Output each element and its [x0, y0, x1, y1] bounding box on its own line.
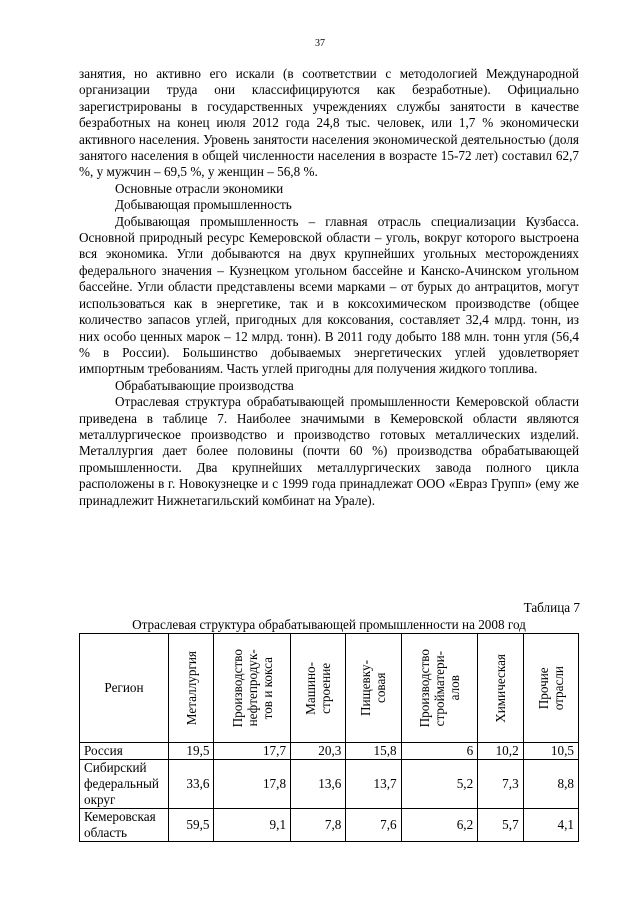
- industry-structure-table: [79, 633, 579, 842]
- value-cell: 19,5: [169, 743, 214, 760]
- paragraph-manufacturing: Отраслевая структура обрабатывающей промышленности Кемеровской области приведена в таблице 7. Наиболее значимыми в Кемеровской области являются металлургическое производство и производство готовых металлических изделий. Металлургия дает более половины (почти 60 %) производства обрабатывающей промышленности. Два крупнейших металлургических завода полного цикла расположены в г. Новокузнецке и с 1999 года принадлежат ООО «Евраз Групп» (ему же принадлежит Нижнетагильский комбинат на Урале).: [79, 394, 579, 508]
- value-cell: 17,7: [214, 743, 291, 760]
- value-cell: 13,7: [346, 760, 401, 809]
- header-metallurgy: Металлургия: [169, 634, 214, 743]
- paragraph-employment: занятия, но активно его искали (в соответствии с методологией Международной организации труда они классифицируются как безработные). Официально зарегистрированы в государственных учреждениях службы занятости в качестве безработных на конец июля 2012 года 24,8 тыс. человек, или 1,7 % экономически активного населения. Уровень занятости населения экономической деятельностью (доля занятого населения в общей численности населения в возрасте 15-72 лет) составил 62,7 %, у мужчин – 69,5 %, у женщин – 56,8 %.: [79, 66, 579, 180]
- value-cell: 4,1: [523, 809, 578, 842]
- header-region: Регион: [80, 634, 169, 743]
- heading-mining: Добывающая промышленность: [115, 197, 292, 213]
- header-building-materials: Производство стройматери- алов: [401, 634, 478, 743]
- region-cell: Кемеровская область: [80, 809, 169, 842]
- header-food: Пищевку- совая: [346, 634, 401, 743]
- value-cell: 5,2: [401, 760, 478, 809]
- header-petroleum-coke: Производство нефтепродук- тов и кокса: [214, 634, 291, 743]
- value-cell: 59,5: [169, 809, 214, 842]
- value-cell: 33,6: [169, 760, 214, 809]
- paragraph-mining: Добывающая промышленность – главная отрасль специализации Кузбасса. Основной природный ресурс Кемеровской области – уголь, вокруг которого выстроена вся экономика. Угли добываются на двух крупнейших угольных месторождениях федерального значения – Кузнецком угольном бассейне и Канско-Ачинском угольном бассейне. Угли области представлены всеми марками – от бурых до антрацитов, могут использоваться как в энергетике, так и в коксохимическом производстве (общее количество запасов углей, пригодных для коксования, составляет 32,4 млрд. тонн, из них особо ценных марок – 12 млрд. тонн). В 2011 году добыто 188 млн. тонн угля (56,4 % в России). Большинство добываемых энергетических углей удовлетворяет импортным требованиям. Часть углей пригодны для получения жидкого топлива.: [79, 213, 579, 377]
- table-number: Таблица 7: [523, 600, 580, 615]
- value-cell: 10,5: [523, 743, 578, 760]
- value-cell: 15,8: [346, 743, 401, 760]
- value-cell: 7,6: [346, 809, 401, 842]
- heading-main-industries: Основные отрасли экономики: [115, 180, 284, 196]
- region-cell: Сибирский федеральный округ: [80, 760, 169, 809]
- table-row: [80, 809, 579, 842]
- value-cell: 10,2: [478, 743, 523, 760]
- header-machine-building: Машино- строение: [291, 634, 346, 743]
- value-cell: 7,8: [291, 809, 346, 842]
- body-text: [79, 66, 579, 509]
- page-number: 37: [315, 38, 325, 49]
- value-cell: 5,7: [478, 809, 523, 842]
- table-header-row: [80, 634, 579, 743]
- header-chemical: Химическая: [478, 634, 523, 743]
- region-cell: Россия: [80, 743, 169, 760]
- value-cell: 20,3: [291, 743, 346, 760]
- value-cell: 17,8: [214, 760, 291, 809]
- table-row: [80, 760, 579, 809]
- table-row: [80, 743, 579, 760]
- value-cell: 7,3: [478, 760, 523, 809]
- table-title: Отраслевая структура обрабатывающей промышленности на 2008 год: [132, 617, 526, 632]
- value-cell: 13,6: [291, 760, 346, 809]
- value-cell: 9,1: [214, 809, 291, 842]
- heading-manufacturing: Обрабатывающие производства: [115, 377, 294, 393]
- value-cell: 8,8: [523, 760, 578, 809]
- value-cell: 6: [401, 743, 478, 760]
- header-other: Прочие отрасли: [523, 634, 578, 743]
- value-cell: 6,2: [401, 809, 478, 842]
